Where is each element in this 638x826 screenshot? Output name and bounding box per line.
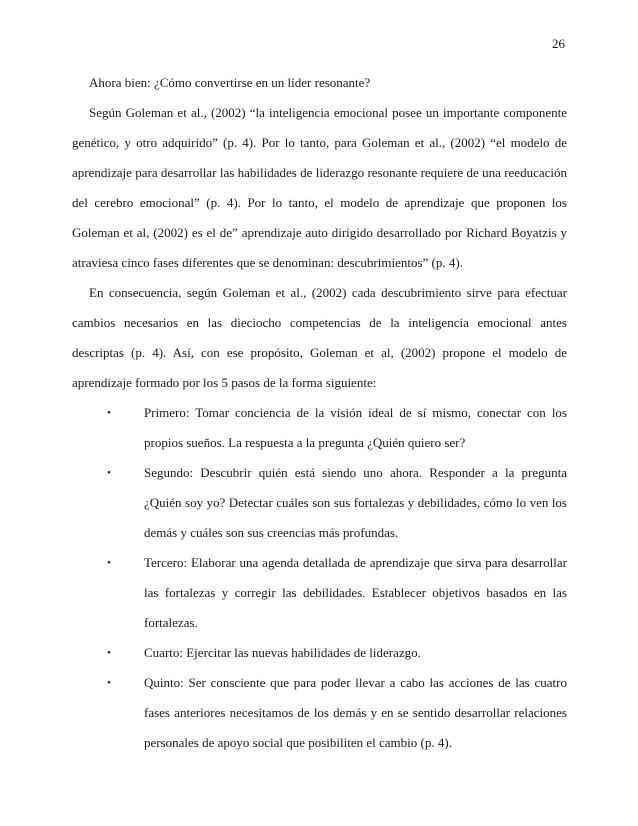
paragraph: En consecuencia, según Goleman et al., (2002) cada descubrimiento sirve para efectuar cambios necesarios en las dieciocho competencias de la inteligencia emocional antes descriptas (p. 4). Así, con ese propósito, Goleman et al, (2002) propone el modelo de aprendizaje formado por los 5 pasos de la forma siguiente: xyxy=(72,285,567,390)
list-item-text: Tercero: Elaborar una agenda detallada de aprendizaje que sirva para desarrollar las fortalezas y corregir las debilidades. Establecer objetivos basados en las fortalezas. xyxy=(144,555,567,630)
paragraph: Ahora bien: ¿Cómo convertirse en un líder resonante? xyxy=(89,75,371,90)
list-item xyxy=(108,548,567,638)
list-item xyxy=(108,638,567,668)
body-text xyxy=(72,68,567,758)
list-item xyxy=(108,668,567,758)
list-item-text: Quinto: Ser consciente que para poder llevar a cabo las acciones de las cuatro fases anteriores necesitamos de los demás y en se sentido desarrollar relaciones personales de apoyo social que posibiliten el cambio (p. 4). xyxy=(144,675,567,750)
paragraph: Según Goleman et al., (2002) “la inteligencia emocional posee un importante componente genético, y otro adquirido” (p. 4). Por lo tanto, para Goleman et al., (2002) “el modelo de aprendizaje para desarrollar las habilidades de liderazgo resonante requiere de una reeducación del cerebro emocional” (p. 4). Por lo tanto, el modelo de aprendizaje que proponen los Goleman et al, (2002) es el de” aprendizaje auto dirigido desarrollado por Richard Boyatzis y atraviesa cinco fases diferentes que se denominan: descubrimientos” (p. 4). xyxy=(72,105,567,270)
steps-list xyxy=(72,398,567,758)
list-item-text: Segundo: Descubrir quién está siendo uno ahora. Responder a la pregunta ¿Quién soy yo? Detectar cuáles son sus fortalezas y debilidades, cómo lo ven los demás y cuáles son sus creencias más profundas. xyxy=(144,465,567,540)
list-item-text: Primero: Tomar conciencia de la visión ideal de sí mismo, conectar con los propios sueños. La respuesta a la pregunta ¿Quién quiero ser? xyxy=(144,405,567,450)
list-item-text: Cuarto: Ejercitar las nuevas habilidades de liderazgo. xyxy=(144,645,421,660)
bullet-icon: • xyxy=(107,557,111,569)
bullet-icon: • xyxy=(107,467,111,479)
bullet-icon: • xyxy=(107,647,111,659)
bullet-icon: • xyxy=(107,407,111,419)
page-number: 26 xyxy=(552,36,565,51)
bullet-icon: • xyxy=(107,677,111,689)
list-item xyxy=(108,398,567,458)
list-item xyxy=(108,458,567,548)
